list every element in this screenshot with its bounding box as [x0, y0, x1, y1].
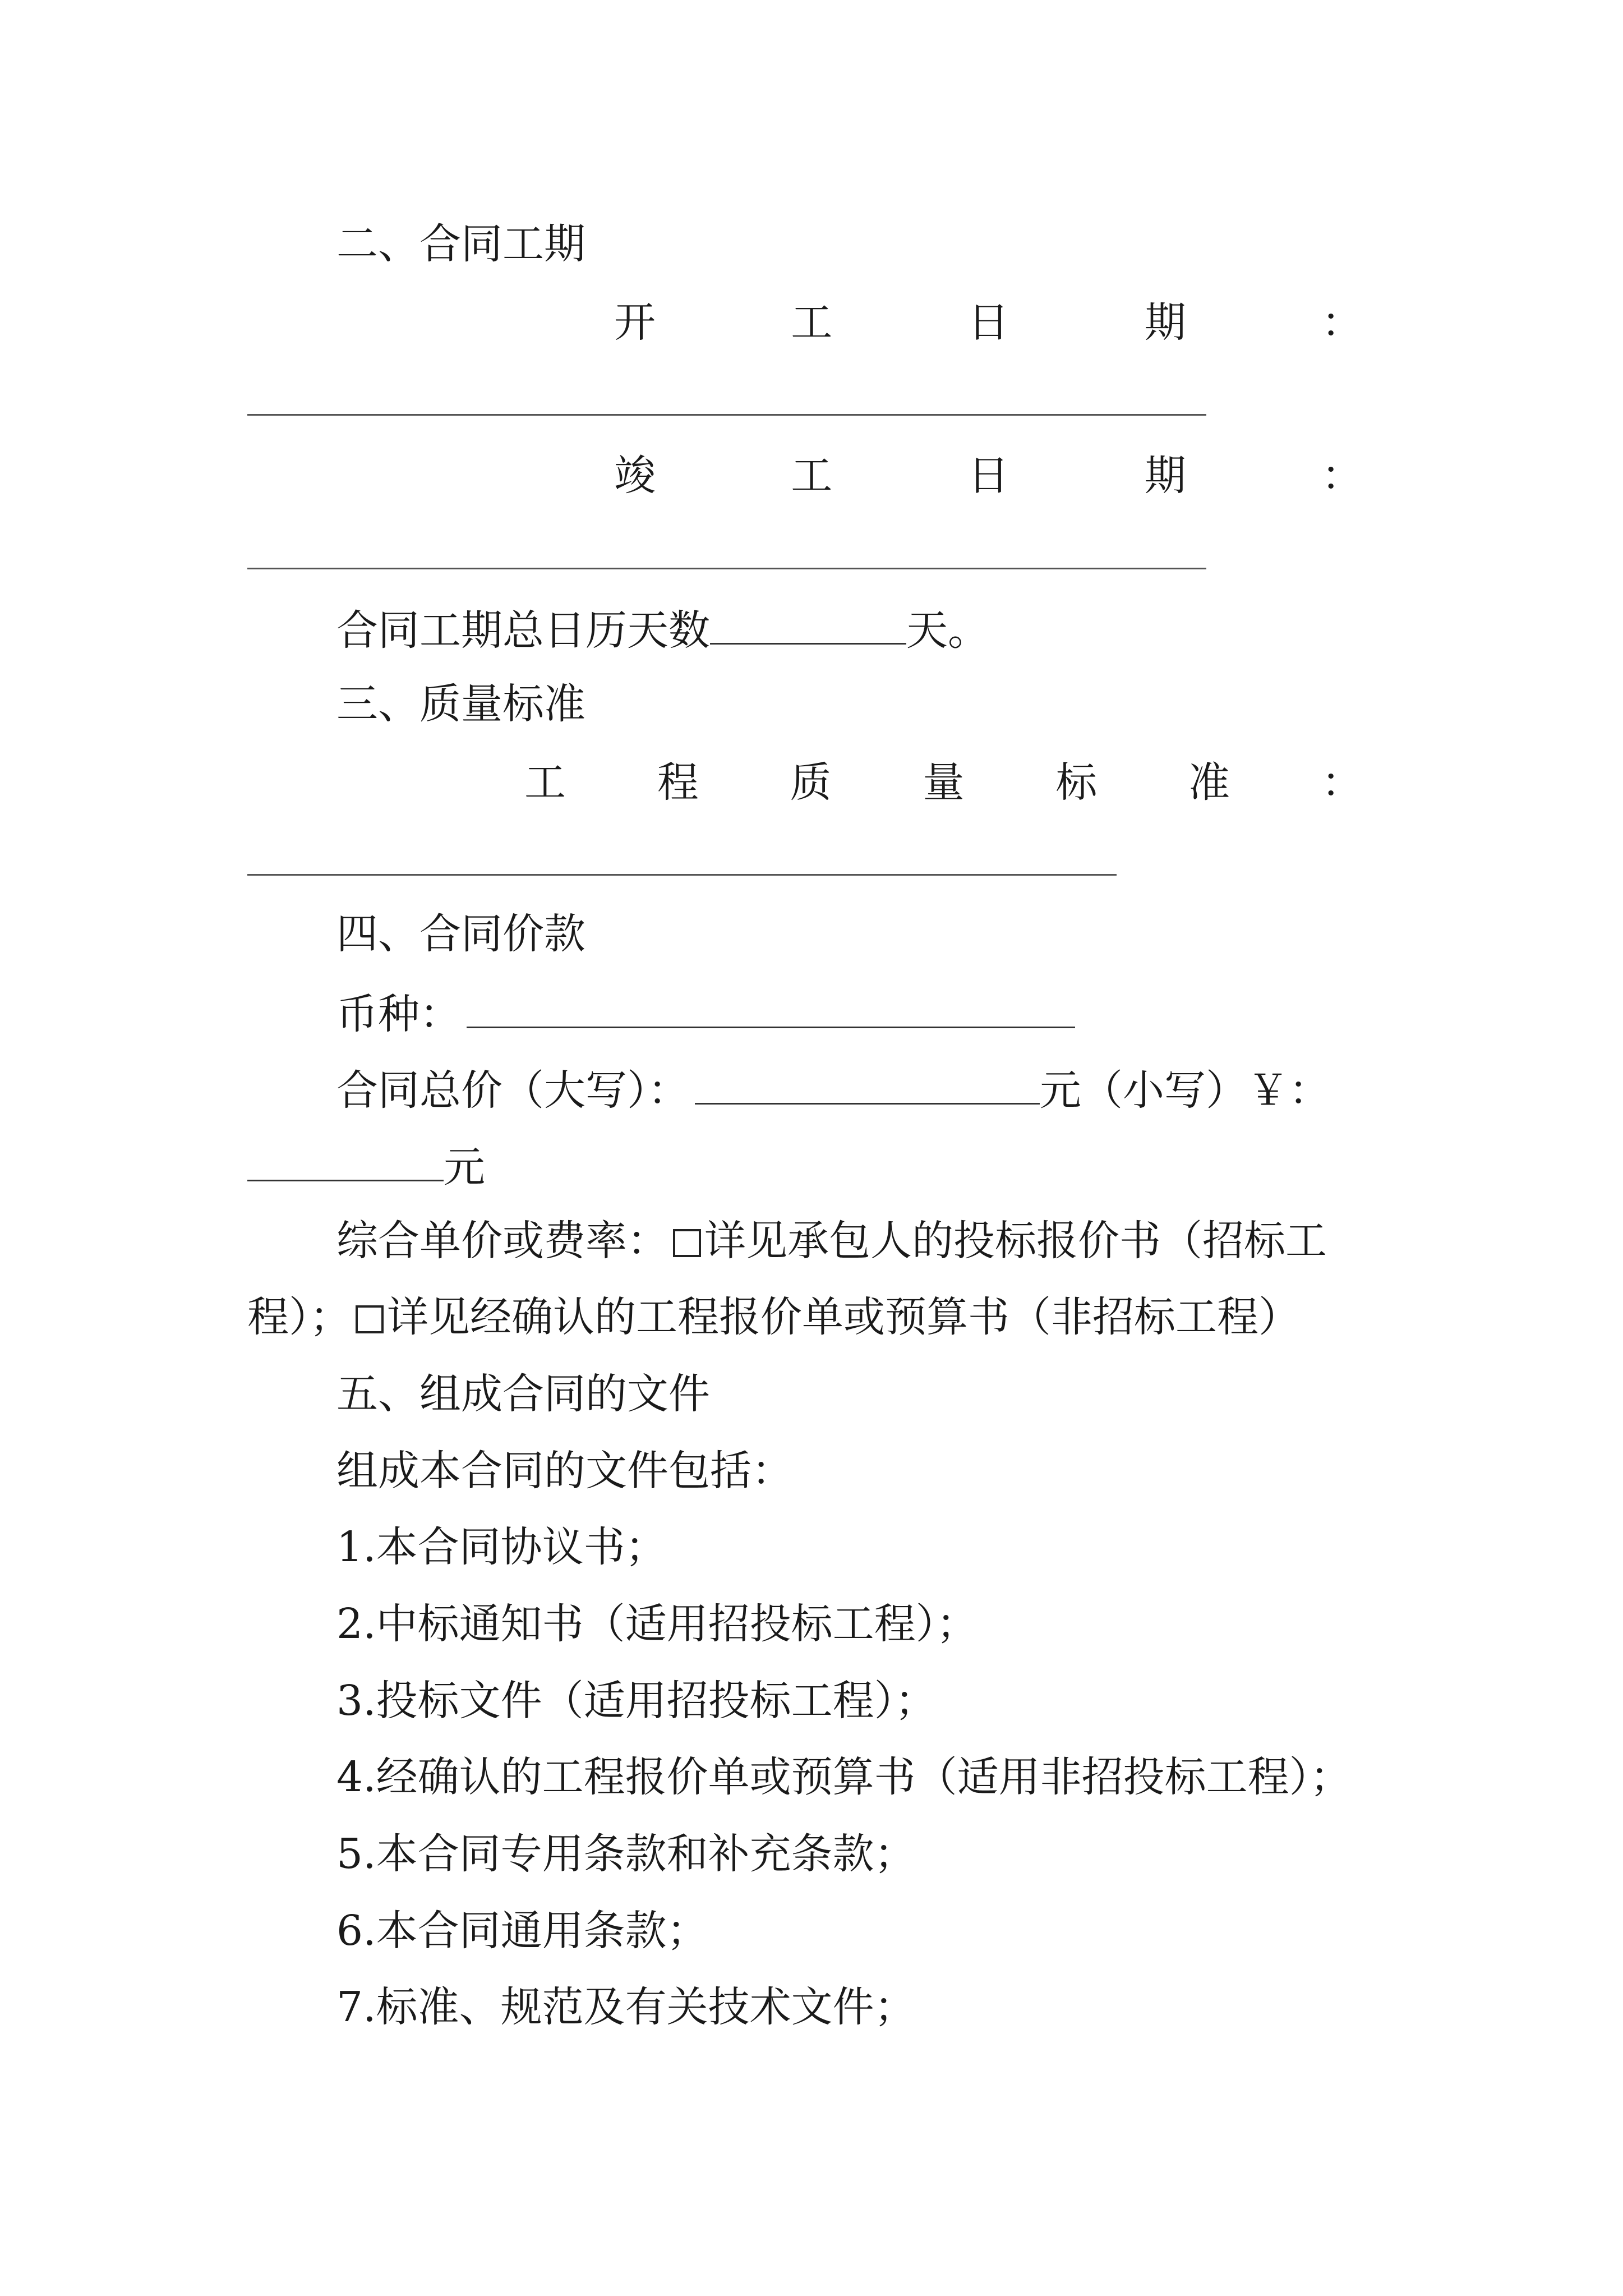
- total-price-line: 合同总价（大写）： 元（小写）￥：: [0, 1059, 1623, 1119]
- section-heading-duration: 二、合同工期: [336, 220, 585, 268]
- total-days-blank[interactable]: [710, 599, 906, 645]
- start-date-blank[interactable]: [247, 414, 1206, 416]
- non-tender-checkbox[interactable]: [356, 1305, 384, 1333]
- finish-date-label: 竣 工 日 期 ：: [614, 452, 1363, 500]
- documents-intro: 组成本合同的文件包括：: [336, 1447, 793, 1495]
- document-item: 7.标准、规范及有关技术文件；: [336, 1983, 916, 2031]
- section-heading-price: 四、合同价款: [336, 910, 585, 958]
- quality-standard-label: 工 程 质 量 标 准 ：: [524, 758, 1363, 807]
- document-item: 2.中标通知书（适用招投标工程）；: [336, 1600, 978, 1648]
- quality-standard-blank[interactable]: [247, 874, 1117, 876]
- finish-date-blank[interactable]: [247, 568, 1206, 569]
- total-price-figures-blank[interactable]: [247, 1136, 444, 1181]
- unit-price-line: 综合单价或费率： 详见承包人的投标报价书（招标工: [336, 1217, 1327, 1265]
- total-price-words-blank[interactable]: [695, 1059, 1040, 1105]
- total-price-figures-line: 元: [0, 1136, 1623, 1195]
- currency-line: 币种：: [0, 983, 1623, 1042]
- tender-checkbox[interactable]: [673, 1229, 701, 1257]
- document-item: 5.本合同专用条款和补充条款；: [336, 1830, 916, 1878]
- document-item: 4.经确认的工程报价单或预算书（适用非招投标工程）；: [336, 1753, 1352, 1801]
- document-item: 1.本合同协议书；: [336, 1523, 667, 1571]
- document-item: 6.本合同通用条款；: [336, 1907, 708, 1955]
- section-heading-quality: 三、质量标准: [336, 680, 585, 728]
- start-date-label: 开 工 日 期 ：: [614, 298, 1363, 347]
- document-item: 3.投标文件（适用招投标工程）；: [336, 1677, 937, 1725]
- total-days-line: 合同工期总日历天数 天。: [0, 599, 1623, 659]
- currency-blank[interactable]: [467, 983, 1075, 1028]
- section-heading-documents: 五、组成合同的文件: [336, 1370, 710, 1418]
- unit-price-line-cont: 程）； 详见经确认的工程报价单或预算书（非招标工程）: [247, 1293, 1300, 1341]
